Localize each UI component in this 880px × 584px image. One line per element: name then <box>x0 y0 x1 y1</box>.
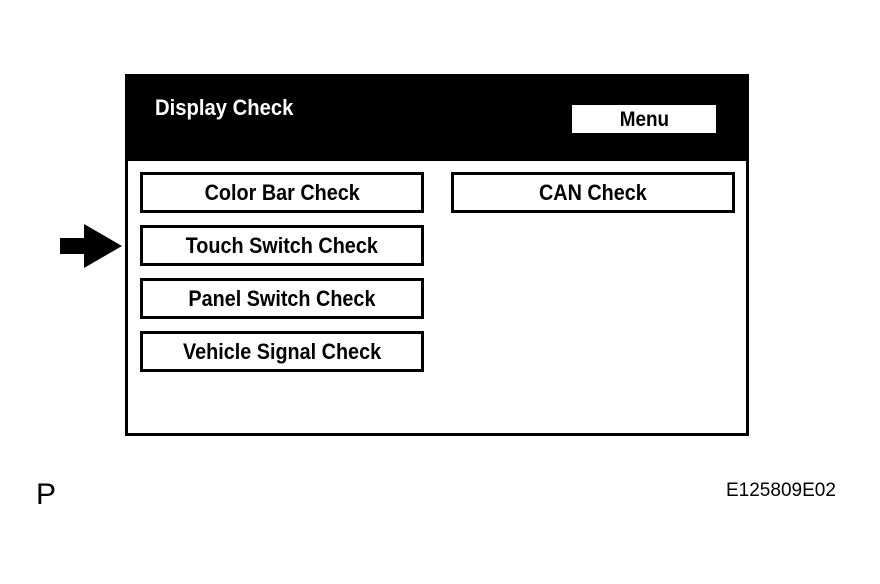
vehicle-signal-check-button[interactable] <box>140 331 424 372</box>
color-bar-check-label: Color Bar Check <box>204 179 360 205</box>
figure-code: E125809E02 <box>726 480 836 501</box>
touch-switch-check-button[interactable] <box>140 225 424 266</box>
can-check-button[interactable] <box>451 172 735 213</box>
arrow-right-icon <box>60 224 122 268</box>
menu-button[interactable] <box>569 102 719 136</box>
can-check-label: CAN Check <box>539 179 647 205</box>
panel-switch-check-button[interactable] <box>140 278 424 319</box>
display-check-screen <box>125 74 749 436</box>
menu-button-label: Menu <box>619 108 669 131</box>
color-bar-check-button[interactable] <box>140 172 424 213</box>
screen-title: Display Check <box>155 95 294 120</box>
vehicle-signal-check-label: Vehicle Signal Check <box>182 338 382 364</box>
touch-switch-check-label: Touch Switch Check <box>185 232 379 258</box>
page-label: P <box>36 478 57 511</box>
panel-switch-check-label: Panel Switch Check <box>188 285 376 311</box>
screen-header <box>128 77 746 161</box>
